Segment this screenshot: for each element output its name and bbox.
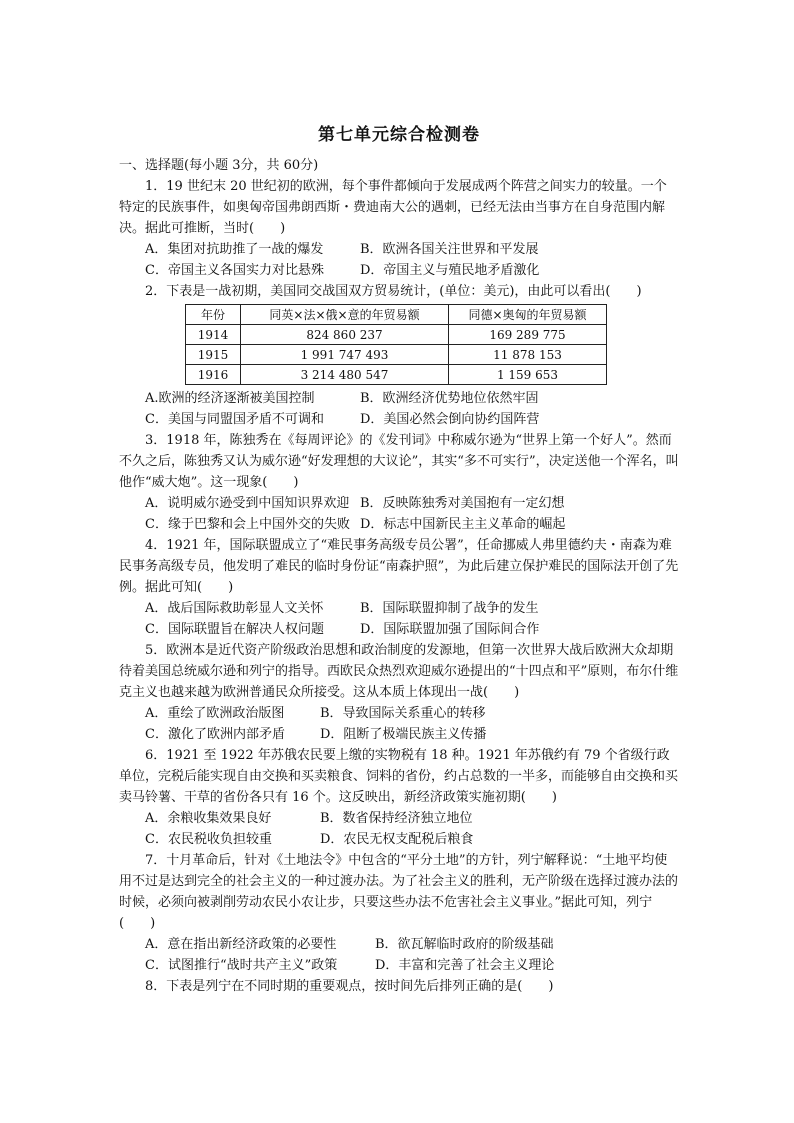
question-3-options-row-2 xyxy=(119,514,679,535)
table-header: 同德×奥匈的年贸易额 xyxy=(449,305,607,325)
table-cell: 1916 xyxy=(186,365,241,385)
question-5-options-row-1 xyxy=(119,703,679,724)
table-row xyxy=(186,365,607,385)
question-5-stem: 5．欧洲本是近代资产阶级政治思想和政治制度的发源地，但第一次世界大战后欧洲大众却期待着美国总统威尔逊和列宁的指导。西欧民众热烈欢迎威尔逊提出的“十四点和平”原则，布尔什维克主义也越来越为欧洲普通民众所接受。这从本质上体现出一战( ) xyxy=(119,643,679,700)
question-2-options-row-2 xyxy=(119,409,679,430)
question-1-options-row-1 xyxy=(119,239,679,260)
table-row xyxy=(186,345,607,365)
option-c: C．美国与同盟国矛盾不可调和 xyxy=(145,412,324,427)
option-c: C．激化了欧洲内部矛盾 xyxy=(145,727,285,742)
exam-page xyxy=(119,120,679,997)
option-d: D．丰富和完善了社会主义理论 xyxy=(375,958,555,973)
section-heading: 一、选择题(每小题 3分，共 60分) xyxy=(119,158,319,173)
question-7-options-row-1 xyxy=(119,934,679,955)
option-a: A.欧洲的经济逐渐被美国控制 xyxy=(145,391,315,406)
option-c: C．试图推行“战时共产主义”政策 xyxy=(145,958,338,973)
option-b: B．导致国际关系重心的转移 xyxy=(320,706,486,721)
option-a: A．战后国际救助彰显人文关怀 xyxy=(145,601,324,616)
question-8-stem: 8．下表是列宁在不同时期的重要观点，按时间先后排列正确的是( ) xyxy=(145,979,554,994)
question-6-options-row-2 xyxy=(119,829,679,850)
table-row xyxy=(186,325,607,345)
option-b: B．欲瓦解临时政府的阶级基础 xyxy=(375,937,554,952)
trade-table xyxy=(185,304,607,385)
table-cell: 1 991 747 493 xyxy=(241,345,449,365)
option-b: B．国际联盟抑制了战争的发生 xyxy=(360,601,539,616)
question-2-stem: 2．下表是一战初期，美国同交战国双方贸易统计，(单位：美元)，由此可以看出( ) xyxy=(145,284,642,299)
question-7-options-row-2 xyxy=(119,955,679,976)
option-d: D．农民无权支配税后粮食 xyxy=(320,832,474,847)
option-a: A．余粮收集效果良好 xyxy=(145,811,272,826)
option-d: D．标志中国新民主主义革命的崛起 xyxy=(360,517,566,532)
option-a: A．重绘了欧洲政治版图 xyxy=(145,706,285,721)
question-2-options-row-1 xyxy=(119,388,679,409)
table-header: 年份 xyxy=(186,305,241,325)
question-7-stem: 7．十月革命后，针对《土地法令》中包含的“平分土地”的方针，列宁解释说：“土地平均使用不过是达到完全的社会主义的一种过渡办法。为了社会主义的胜利，无产阶级在选择过渡办法的时候，必须向被剥削劳动农民小农让步，只要这些办法不危害社会主义事业。”据此可知，列宁( ) xyxy=(119,853,679,931)
option-a: A．集团对抗助推了一战的爆发 xyxy=(145,242,324,257)
option-b: B．欧洲经济优势地位依然牢固 xyxy=(360,391,539,406)
option-d: D．国际联盟加强了国际间合作 xyxy=(360,622,540,637)
option-d: D．帝国主义与殖民地矛盾激化 xyxy=(360,263,540,278)
table-cell: 824 860 237 xyxy=(241,325,449,345)
table-cell: 169 289 775 xyxy=(449,325,607,345)
option-b: B．欧洲各国关注世界和平发展 xyxy=(360,242,539,257)
question-4-options-row-2 xyxy=(119,619,679,640)
table-cell: 1 159 653 xyxy=(449,365,607,385)
option-c: C．农民税收负担较重 xyxy=(145,832,272,847)
question-6-stem: 6．1921 至 1922 年苏俄农民要上缴的实物税有 18 种。1921 年苏俄约有 79 个省级行政单位，完税后能实现自由交换和买卖粮食、饲料的省份，约占总数的一半多，而能够自由交换和买卖马铃薯、干草的省份各只有 16 个。这反映出，新经济政策实施初期( ) xyxy=(119,748,679,805)
table-header: 同英×法×俄×意的年贸易额 xyxy=(241,305,449,325)
question-4-options-row-1 xyxy=(119,598,679,619)
option-d: D．美国必然会倒向协约国阵营 xyxy=(360,412,540,427)
option-a: A．意在指出新经济政策的必要性 xyxy=(145,937,337,952)
question-5-options-row-2 xyxy=(119,724,679,745)
table-cell: 1914 xyxy=(186,325,241,345)
table-cell: 3 214 480 547 xyxy=(241,365,449,385)
option-b: B．反映陈独秀对美国抱有一定幻想 xyxy=(360,496,565,511)
question-6-options-row-1 xyxy=(119,808,679,829)
table-cell: 1915 xyxy=(186,345,241,365)
question-3-stem: 3．1918 年，陈独秀在《每周评论》的《发刊词》中称威尔逊为“世界上第一个好人”。然而不久之后，陈独秀又认为威尔逊“好发理想的大议论”，其实“多不可实行”，决定送他一个浑名，叫他作“威大炮”。这一现象( ) xyxy=(119,433,679,490)
option-c: C．国际联盟旨在解决人权问题 xyxy=(145,622,324,637)
option-c: C．缘于巴黎和会上中国外交的失败 xyxy=(145,517,350,532)
option-c: C．帝国主义各国实力对比悬殊 xyxy=(145,263,324,278)
option-a: A．说明威尔逊受到中国知识界欢迎 xyxy=(145,496,350,511)
question-1-stem: 1．19 世纪末 20 世纪初的欧洲，每个事件都倾向于发展成两个阵营之间实力的较量。一个特定的民族事件，如奥匈帝国弗朗西斯・费迪南大公的遇刺，已经无法由当事方在自身范围内解决。据此可推断，当时( ) xyxy=(119,179,667,236)
page-title: 第七单元综合检测卷 xyxy=(318,125,480,145)
table-cell: 11 878 153 xyxy=(449,345,607,365)
table-header-row xyxy=(186,305,607,325)
option-b: B．数省保持经济独立地位 xyxy=(320,811,473,826)
question-4-stem: 4．1921 年，国际联盟成立了“难民事务高级专员公署”，任命挪威人弗里德约夫・南森为难民事务高级专员，他发明了难民的临时身份证“南森护照”，为此后建立保护难民的国际法开创了先例。据此可知( ) xyxy=(119,538,679,595)
question-1-options-row-2 xyxy=(119,260,679,281)
question-3-options-row-1 xyxy=(119,493,679,514)
option-d: D．阻断了极端民族主义传播 xyxy=(320,727,487,742)
